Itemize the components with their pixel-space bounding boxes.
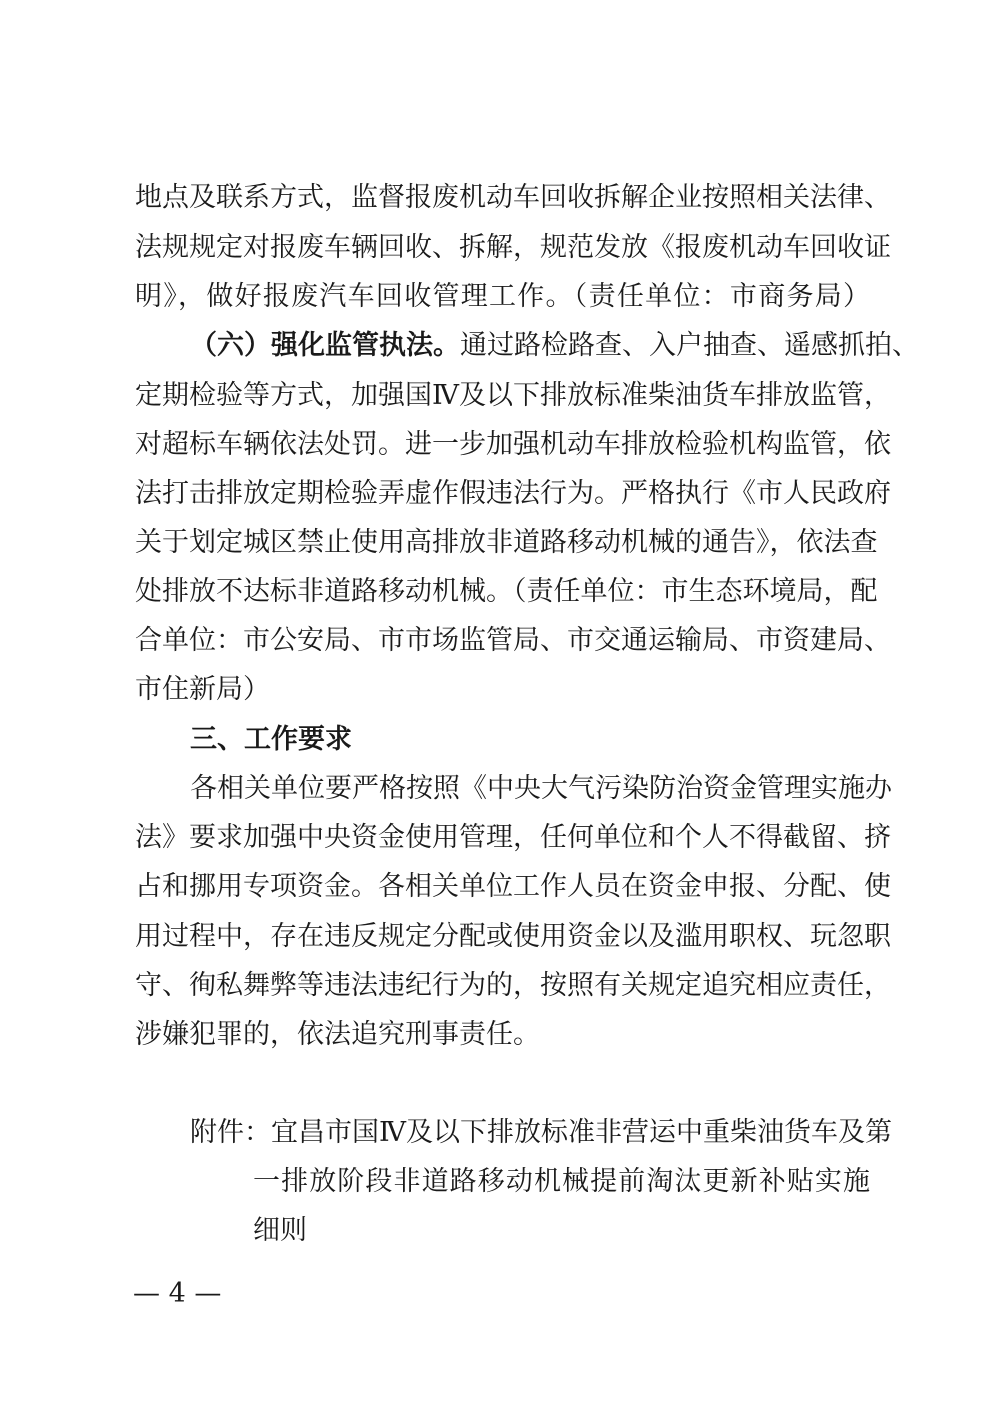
paragraph-line: 法规规定对报废车辆回收、拆解，规范发放《报废机动车回收证: [135, 232, 891, 263]
attachment-title-text: 宜昌市国Ⅳ及以下排放标准非营运中重柴油货车及第: [271, 1117, 892, 1148]
attachment-line: 一排放阶段非道路移动机械提前淘汰更新补贴实施: [253, 1166, 870, 1197]
page-number: — 4 —: [133, 1278, 222, 1309]
paragraph-line: 处排放不达标非道路移动机械。（责任单位：市生态环境局，配: [135, 576, 878, 607]
section-three-heading: 三、工作要求: [190, 724, 352, 755]
paragraph-line: 法》要求加强中央资金使用管理，任何单位和个人不得截留、挤: [135, 822, 891, 853]
paragraph-line: 定期检验等方式，加强国Ⅳ及以下排放标准柴油货车排放监管，: [135, 380, 891, 411]
paragraph-line: 占和挪用专项资金。各相关单位工作人员在资金申报、分配、使: [135, 871, 891, 902]
paragraph-line: 法打击排放定期检验弄虚作假违法行为。严格执行《市人民政府: [135, 478, 891, 509]
attachment-label: 附件：: [190, 1117, 271, 1148]
paragraph-line: 地点及联系方式，监督报废机动车回收拆解企业按照相关法律、: [135, 182, 891, 213]
paragraph-line: 守、徇私舞弊等违法违纪行为的，按照有关规定追究相应责任，: [135, 970, 891, 1001]
section-six-first-line: [190, 326, 919, 366]
attachment-first-line: [190, 1113, 892, 1153]
paragraph-line: 涉嫌犯罪的，依法追究刑事责任。: [135, 1019, 540, 1050]
paragraph-line: 各相关单位要严格按照《中央大气污染防治资金管理实施办: [190, 773, 892, 804]
section-six-first-line-text: 通过路检路查、入户抽查、遥感抓拍、: [460, 330, 919, 361]
paragraph-line: 明》，做好报废汽车回收管理工作。（责任单位：市商务局）: [135, 281, 870, 312]
paragraph-line: 用过程中，存在违反规定分配或使用资金以及滥用职权、玩忽职: [135, 921, 891, 952]
paragraph-line: 合单位：市公安局、市市场监管局、市交通运输局、市资建局、: [135, 625, 891, 656]
paragraph-line: 对超标车辆依法处罚。进一步加强机动车排放检验机构监管，依: [135, 429, 891, 460]
paragraph-line: 关于划定城区禁止使用高排放非道路移动机械的通告》，依法查: [135, 527, 878, 558]
attachment-line: 细则: [253, 1215, 307, 1246]
section-six-heading: （六）强化监管执法。: [190, 330, 460, 361]
paragraph-line: 市住新局）: [135, 674, 270, 705]
